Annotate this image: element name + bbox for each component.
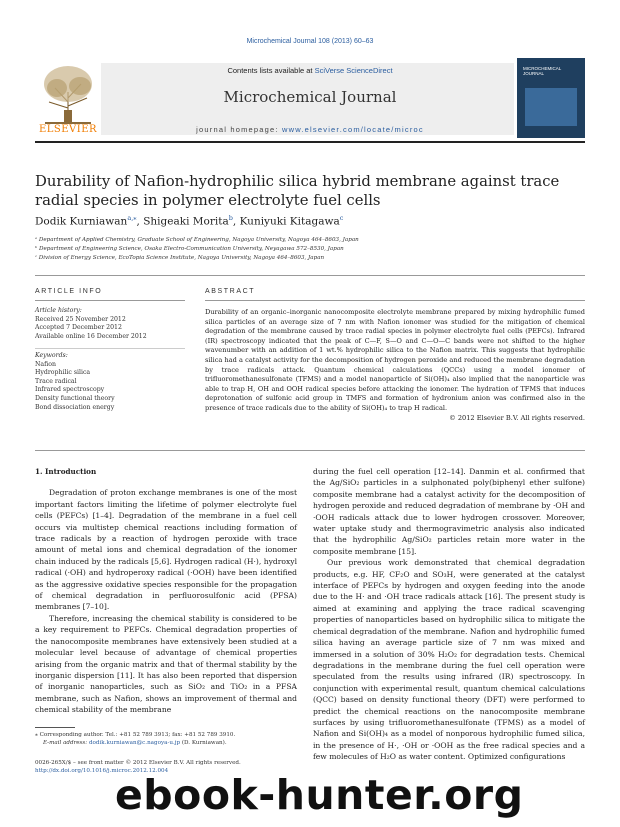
affiliations (35, 236, 595, 263)
email-link[interactable]: dodik.kurniawan@c.nagoya-u.jp (88, 740, 181, 746)
abstract-divider (35, 450, 585, 451)
keyword: Nafion (35, 360, 56, 368)
article-info-heading: ARTICLE INFO (35, 288, 103, 295)
author-name: Dodik Kurniawan (35, 215, 128, 228)
author-affil-mark[interactable]: a,⁎ (127, 214, 137, 222)
email-suffix: (D. Kurniawan). (180, 740, 227, 746)
cover-artwork (525, 88, 577, 126)
article-title: Durability of Nafion-hydrophilic silica hybrid membrane against trace radial species in polymer electrolyte fuel cells (35, 173, 560, 209)
sciencedirect-link[interactable]: SciVerse ScienceDirect (314, 66, 393, 75)
contents-line (100, 66, 520, 75)
history-item: Received 25 November 2012 (35, 315, 126, 323)
history-label: Article history: (35, 307, 82, 314)
contents-prefix: Contents lists available at (227, 66, 315, 75)
journal-cover-image (517, 58, 585, 138)
abstract-rule (205, 300, 585, 301)
keywords-label: Keywords: (35, 352, 68, 359)
affiliation-line: ᵇ Department of Engineering Science, Osaka Electro-Communication University, Neyagawa 572–8530, Japan (35, 246, 344, 252)
keywords-rule (35, 348, 185, 349)
author-name: Shigeaki Morita (143, 215, 229, 228)
article-history (35, 307, 185, 341)
abstract-heading: ABSTRACT (205, 288, 256, 295)
header-divider (35, 141, 585, 143)
homepage-prefix: journal homepage: (196, 125, 282, 134)
abstract-body: Durability of an organic–inorganic nanocomposite electrolyte membrane prepared by mixing hydrophilic fumed silica particles of an average size of 7 nm with Nafion ionomer was studied for the mitigation of chemical degradation of the membrane caused by trace radial species in polymer electrolyte fuel cells (PEFCs). Infrared (IR) spectroscopy indicated that the peak of C—F, S—O and C—O—C bands were not shifted to the higher wavenumber with an addition of 1 wt.% hydrophilic silica to the Nafion matrix. This suggests that hydrophilic silica had a catalyst activity for the decomposition of hydrogen peroxide and reduced the membrane degradation by trace radicals attack. Quantum chemical calculations (QCCs) using a model ionomer of trifluoromethanesulfonate (TFMS) and a model nanoparticle of Si(OH)₄ also implied that the nanoparticle was able to trap H, OH and OOH radical species before attacking the ionomer. The hydration of TFMS that induces deprotonation of sulfonic acid group in TMFS and formation of hydronium anion was confirmed also in the presence of trace radicals due to the ability of Si(OH)₄ to trap H radical. (205, 308, 585, 412)
article-info-rule (35, 300, 185, 301)
keyword: Trace radical (35, 377, 77, 385)
journal-citation[interactable]: Microchemical Journal 108 (2013) 60–63 (246, 38, 374, 45)
paragraph: Our previous work demonstrated that chemical degradation products, e.g. HF, CF₂O and SO₃H, were generated at the catalyst interface of PEFCs by hydrogen and oxygen feeding into the anode due to the H· and ·OH trace radicals attack [16]. The present study is aimed at examining and applying the trace radical scavenging properties of nanoparticles based on hydrophilic silica to mitigate the chemical degradation of the membrane. Nafion and hydrophilic fumed silica having an average particle size of 7 nm was mixed and immersed in a solution of 30% H₂O₂ for degradation tests. Chemical degradations in the membrane during the fuel cell operation were speculated from the results using infrared (IR) spectroscopy. In conjunction with experimental result, quantum chemical calculations (QCC) based on density functional theory (DFT) were performed to predict the chemical reactions on the nanocomposite membrane surfaces by using trifluoromethanesulfonate (TFMS) as a model of Nafion and Si(OH)₄ as a model of nonporous hydrophilic fumed silica, in the presence of H·, ·OH or ·OOH as the free radical species and a few molecules of H₂O as water content. Optimized configurations (313, 558, 585, 762)
watermark: ebook-hunter.org (115, 771, 524, 819)
keyword: Hydrophilic silica (35, 369, 91, 377)
paragraph: Degradation of proton exchange membranes is one of the most important factors limiting the lifetime of polymer electrolyte fuel cells (PEFCs) [1–4]. Degradation of the membrane in a fuel cell occurs via multistep chemical reactions including formation of trace radicals by a reaction of hydrogen peroxide with trace amount of metal ions and chemical degradation of the ionomer chain induced by the radicals [5,6]. Hydrogen radical (H·), hydroxyl radical (·OH) and hydroperoxy radical (·OOH) have been identified as the aggressive oxidative species responsible for the propagation of chemical degradation in perfluorosulfonic acid (PFSA) membranes [7–10]. (35, 488, 297, 612)
email-label: E-mail address: (43, 740, 89, 746)
copyright-notice: © 2012 Elsevier B.V. All rights reserved. (449, 413, 585, 422)
doi-link[interactable]: http://dx.doi.org/10.1016/j.microc.2012.12.004 (35, 768, 169, 774)
author-separator: , (136, 215, 144, 228)
homepage-link[interactable]: www.elsevier.com/locate/microc (281, 125, 424, 134)
paragraph: Therefore, increasing the chemical stability is considered to be a key requirement to PEFCs. Chemical degradation properties of the nanocomposite membranes have extensively been studied at a molecular level because of advantage of chemical properties arising from the organic matrix and that of thermal stability by the inorganic dispersion [11]. It has also been reported that dispersion of inorganic nanoparticles, such as SiO₂ and TiO₂ in a PFSA membrane, such as Nafion, shows an improvement of thermal and chemical stability of the membrane (35, 613, 297, 715)
issn-line: 0026-265X/$ – see front matter © 2012 Elsevier B.V. All rights reserved. (35, 760, 241, 766)
affiliation-line: ᶜ Division of Energy Science, EcoTopia Science Institute, Nagoya University, Nagoya 464–8603, Japan (35, 255, 325, 261)
affiliation-divider (35, 275, 585, 276)
footnote (35, 731, 305, 747)
elsevier-logo (35, 58, 101, 138)
email-line (35, 739, 305, 747)
affiliation-line: ᵃ Department of Applied Chemistry, Graduate School of Engineering, Nagoya University, Nagoya 464–8603, Japan (35, 237, 359, 243)
cover-title: MICROCHEMICAL JOURNAL (523, 66, 562, 76)
intro-left-column (35, 466, 297, 716)
author-affil-mark[interactable]: c (339, 214, 344, 222)
author-list (35, 214, 595, 228)
keywords-block (35, 352, 185, 412)
author-affil-mark[interactable]: b (228, 214, 233, 222)
footnote-rule (35, 727, 75, 728)
elsevier-wordmark: ELSEVIER (38, 124, 98, 135)
abstract-text (205, 308, 585, 423)
keyword: Bond dissociation energy (35, 403, 115, 411)
history-item: Accepted 7 December 2012 (35, 324, 122, 332)
history-item: Available online 16 December 2012 (35, 332, 147, 340)
paragraph: during the fuel cell operation [12–14]. Danmin et al. confirmed that the Ag/SiO₂ particles in a sulphonated poly(biphenyl ether sulfone) composite membrane had a catalyst activity for the decomposition of hydrogen peroxide and reduced degradation of membrane by ·OH and ·OOH radicals attack due to lower hydrogen crossover. Moreover, water uptake study and thermogravimetric analysis also indicated that the hydrophilic Ag/SiO₂ particles retain more water in the composite membrane [15]. (313, 467, 585, 556)
corresponding-author: ⁎ Corresponding author. Tel.: +81 52 789 3913; fax: +81 52 789 3910. (35, 732, 236, 738)
keyword: Infrared spectroscopy (35, 386, 105, 394)
journal-homepage (100, 125, 520, 134)
author-name: Kuniyuki Kitagawa (239, 215, 340, 228)
intro-right-column (313, 466, 585, 763)
keyword: Density functional theory (35, 394, 115, 402)
author-separator: , (232, 215, 240, 228)
journal-name: Microchemical Journal (223, 88, 397, 106)
section-heading: 1. Introduction (35, 467, 97, 476)
